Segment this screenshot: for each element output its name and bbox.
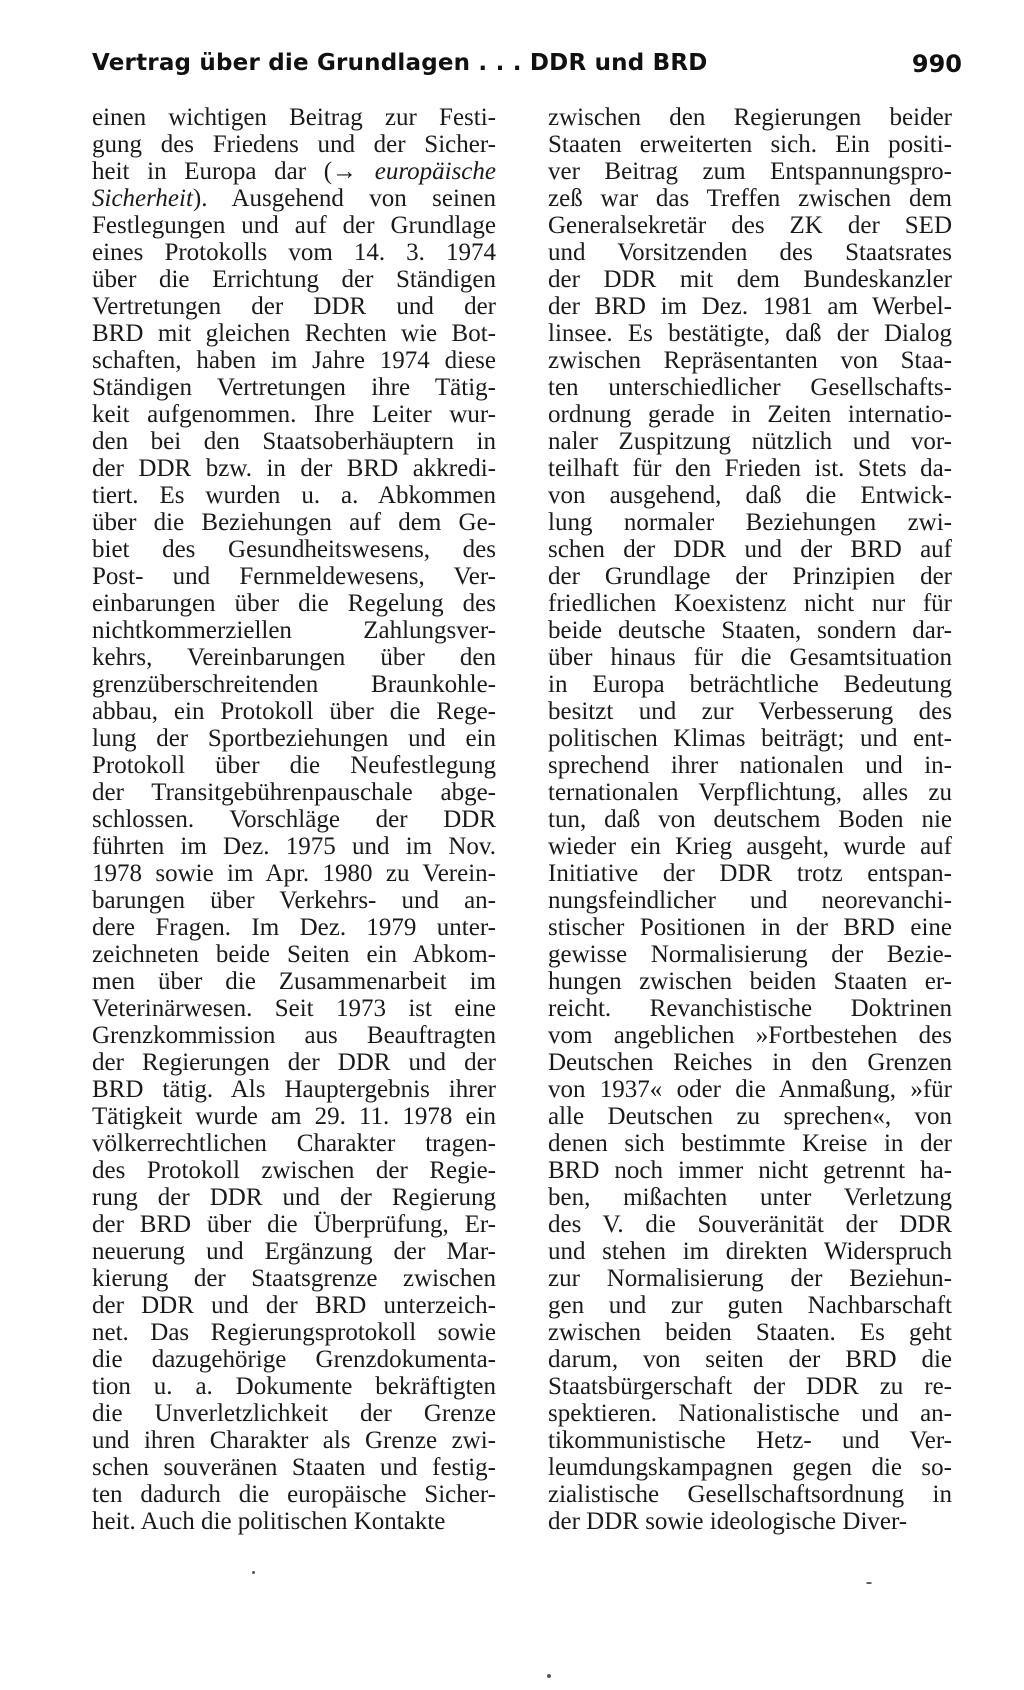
text-line: tion u. a. Dokumente bekräftigten — [92, 1373, 496, 1400]
text-line: der Regierungen der DDR und der — [92, 1049, 496, 1076]
text-line: die dazugehörige Grenzdokumenta- — [92, 1346, 496, 1373]
text-line: ten unterschiedlicher Gesellschafts- — [548, 374, 952, 401]
text-line: schlossen. Vorschläge der DDR — [92, 806, 496, 833]
text-line: über die Beziehungen auf dem Ge- — [92, 509, 496, 536]
text-line: einbarungen über die Regelung des — [92, 590, 496, 617]
text-line: Veterinärwesen. Seit 1973 ist eine — [92, 995, 496, 1022]
text-line: barungen über Verkehrs- und an- — [92, 887, 496, 914]
text-line: darum, von seiten der BRD die — [548, 1346, 952, 1373]
right-text-column — [548, 104, 952, 1535]
text-line: ver Beitrag zum Entspannungspro- — [548, 158, 952, 185]
text-line: der BRD im Dez. 1981 am Werbel- — [548, 293, 952, 320]
text-line: neuerung und Ergänzung der Mar- — [92, 1238, 496, 1265]
text-line: friedlichen Koexistenz nicht nur für — [548, 590, 952, 617]
text-line: leumdungskampagnen gegen die so- — [548, 1454, 952, 1481]
text-line: und stehen im direkten Widerspruch — [548, 1238, 952, 1265]
text-line: zeß war das Treffen zwischen dem — [548, 185, 952, 212]
text-line: wieder ein Krieg ausgeht, wurde auf — [548, 833, 952, 860]
text-line: Vertretungen der DDR und der — [92, 293, 496, 320]
text-line: 1978 sowie im Apr. 1980 zu Verein- — [92, 860, 496, 887]
text-line: tikommunistische Hetz- und Ver- — [548, 1427, 952, 1454]
text-line: schen der DDR und der BRD auf — [548, 536, 952, 563]
text-line: über die Errichtung der Ständigen — [92, 266, 496, 293]
text-line: gen und zur guten Nachbarschaft — [548, 1292, 952, 1319]
text-line: der DDR mit dem Bundeskanzler — [548, 266, 952, 293]
text-line: der DDR und der BRD unterzeich- — [92, 1292, 496, 1319]
text-line: abbau, ein Protokoll über die Rege- — [92, 698, 496, 725]
text-line: heit in Europa dar (→ europäische — [92, 158, 496, 185]
text-line: Ständigen Vertretungen ihre Tätig- — [92, 374, 496, 401]
text-line: zeichneten beide Seiten ein Abkom- — [92, 941, 496, 968]
text-line: Staaten erweiterten sich. Ein positi- — [548, 131, 952, 158]
text-line: reicht. Revanchistische Doktrinen — [548, 995, 952, 1022]
text-line: von 1937« oder die Anmaßung, »für — [548, 1076, 952, 1103]
text-line: die Unverletzlichkeit der Grenze — [92, 1400, 496, 1427]
text-line: beide deutsche Staaten, sondern dar- — [548, 617, 952, 644]
text-line: lung normaler Beziehungen zwi- — [548, 509, 952, 536]
page-number: 990 — [911, 50, 962, 78]
text-line: keit aufgenommen. Ihre Leiter wur- — [92, 401, 496, 428]
text-line: ten dadurch die europäische Sicher- — [92, 1481, 496, 1508]
text-line: alle Deutschen zu sprechen«, von — [548, 1103, 952, 1130]
text-line: vom angeblichen »Fortbestehen des — [548, 1022, 952, 1049]
running-head — [92, 50, 962, 90]
text-line: einen wichtigen Beitrag zur Festi- — [92, 104, 496, 131]
text-line: naler Zuspitzung nützlich und vor- — [548, 428, 952, 455]
text-line: politischen Klimas beiträgt; und ent- — [548, 725, 952, 752]
text-line: ben, mißachten unter Verletzung — [548, 1184, 952, 1211]
text-line: BRD noch immer nicht getrennt ha- — [548, 1157, 952, 1184]
text-line: den bei den Staatsoberhäuptern in — [92, 428, 496, 455]
text-line: der BRD über die Überprüfung, Er- — [92, 1211, 496, 1238]
text-line: nichtkommerziellen Zahlungsver- — [92, 617, 496, 644]
text-line: der Transitgebührenpauschale abge- — [92, 779, 496, 806]
text-line: biet des Gesundheitswesens, des — [92, 536, 496, 563]
text-line: tiert. Es wurden u. a. Abkommen — [92, 482, 496, 509]
text-line: eines Protokolls vom 14. 3. 1974 — [92, 239, 496, 266]
text-line: net. Das Regierungsprotokoll sowie — [92, 1319, 496, 1346]
left-text-column — [92, 104, 496, 1535]
text-line: spektieren. Nationalistische und an- — [548, 1400, 952, 1427]
text-line: führten im Dez. 1975 und im Nov. — [92, 833, 496, 860]
text-line: BRD tätig. Als Hauptergebnis ihrer — [92, 1076, 496, 1103]
text-line: schaften, haben im Jahre 1974 diese — [92, 347, 496, 374]
text-line: BRD mit gleichen Rechten wie Bot- — [92, 320, 496, 347]
text-line: zialistische Gesellschaftsordnung in — [548, 1481, 952, 1508]
text-line: heit. Auch die politischen Kontakte — [92, 1508, 446, 1535]
print-speck — [252, 1571, 255, 1574]
text-line: denen sich bestimmte Kreise in der — [548, 1130, 952, 1157]
text-line: der DDR sowie ideologische Diver- — [548, 1508, 908, 1535]
text-line: der Grundlage der Prinzipien der — [548, 563, 952, 590]
text-line: men über die Zusammenarbeit im — [92, 968, 496, 995]
text-line: zur Normalisierung der Beziehun- — [548, 1265, 952, 1292]
text-line: hungen zwischen beiden Staaten er- — [548, 968, 952, 995]
text-line: grenzüberschreitenden Braunkohle- — [92, 671, 496, 698]
text-line: schen souveränen Staaten und festig- — [92, 1454, 496, 1481]
text-line: sprechend ihrer nationalen und in- — [548, 752, 952, 779]
text-line: über hinaus für die Gesamtsituation — [548, 644, 952, 671]
text-line: Grenzkommission aus Beauftragten — [92, 1022, 496, 1049]
running-head-title: Vertrag über die Grundlagen . . . DDR und BRD — [92, 50, 708, 76]
text-line: Festlegungen und auf der Grundlage — [92, 212, 496, 239]
text-line: nungsfeindlicher und neorevanchi- — [548, 887, 952, 914]
text-line: lung der Sportbeziehungen und ein — [92, 725, 496, 752]
text-line: völkerrechtlichen Charakter tragen- — [92, 1130, 496, 1157]
text-line: rung der DDR und der Regierung — [92, 1184, 496, 1211]
print-speck — [547, 1674, 551, 1678]
text-line: des V. die Souveränität der DDR — [548, 1211, 952, 1238]
text-line: zwischen beiden Staaten. Es geht — [548, 1319, 952, 1346]
text-line: Initiative der DDR trotz entspan- — [548, 860, 952, 887]
print-speck — [866, 1582, 872, 1584]
text-line: tun, daß von deutschem Boden nie — [548, 806, 952, 833]
text-line: gung des Friedens und der Sicher- — [92, 131, 496, 158]
text-line: ternationalen Verpflichtung, alles zu — [548, 779, 952, 806]
text-line: Post- und Fernmeldewesens, Ver- — [92, 563, 496, 590]
text-line: Generalsekretär des ZK der SED — [548, 212, 952, 239]
text-line: zwischen den Regierungen beider — [548, 104, 952, 131]
text-line: besitzt und zur Verbesserung des — [548, 698, 952, 725]
text-line: zwischen Repräsentanten von Staa- — [548, 347, 952, 374]
text-line: der DDR bzw. in der BRD akkredi- — [92, 455, 496, 482]
text-line: Protokoll über die Neufestlegung — [92, 752, 496, 779]
text-line: Deutschen Reiches in den Grenzen — [548, 1049, 952, 1076]
text-line: Staatsbürgerschaft der DDR zu re- — [548, 1373, 952, 1400]
text-line: stischer Positionen in der BRD eine — [548, 914, 952, 941]
text-line: des Protokoll zwischen der Regie- — [92, 1157, 496, 1184]
text-line: ordnung gerade in Zeiten internatio- — [548, 401, 952, 428]
text-line: teilhaft für den Frieden ist. Stets da- — [548, 455, 952, 482]
text-line: kierung der Staatsgrenze zwischen — [92, 1265, 496, 1292]
text-line: Sicherheit). Ausgehend von seinen — [92, 185, 496, 212]
text-line: in Europa beträchtliche Bedeutung — [548, 671, 952, 698]
text-line: und ihren Charakter als Grenze zwi- — [92, 1427, 496, 1454]
text-line: von ausgehend, daß die Entwick- — [548, 482, 952, 509]
text-line: Tätigkeit wurde am 29. 11. 1978 ein — [92, 1103, 496, 1130]
text-line: gewisse Normalisierung der Bezie- — [548, 941, 952, 968]
text-line: dere Fragen. Im Dez. 1979 unter- — [92, 914, 496, 941]
text-line: und Vorsitzenden des Staatsrates — [548, 239, 952, 266]
text-line: kehrs, Vereinbarungen über den — [92, 644, 496, 671]
text-line: linsee. Es bestätigte, daß der Dialog — [548, 320, 952, 347]
